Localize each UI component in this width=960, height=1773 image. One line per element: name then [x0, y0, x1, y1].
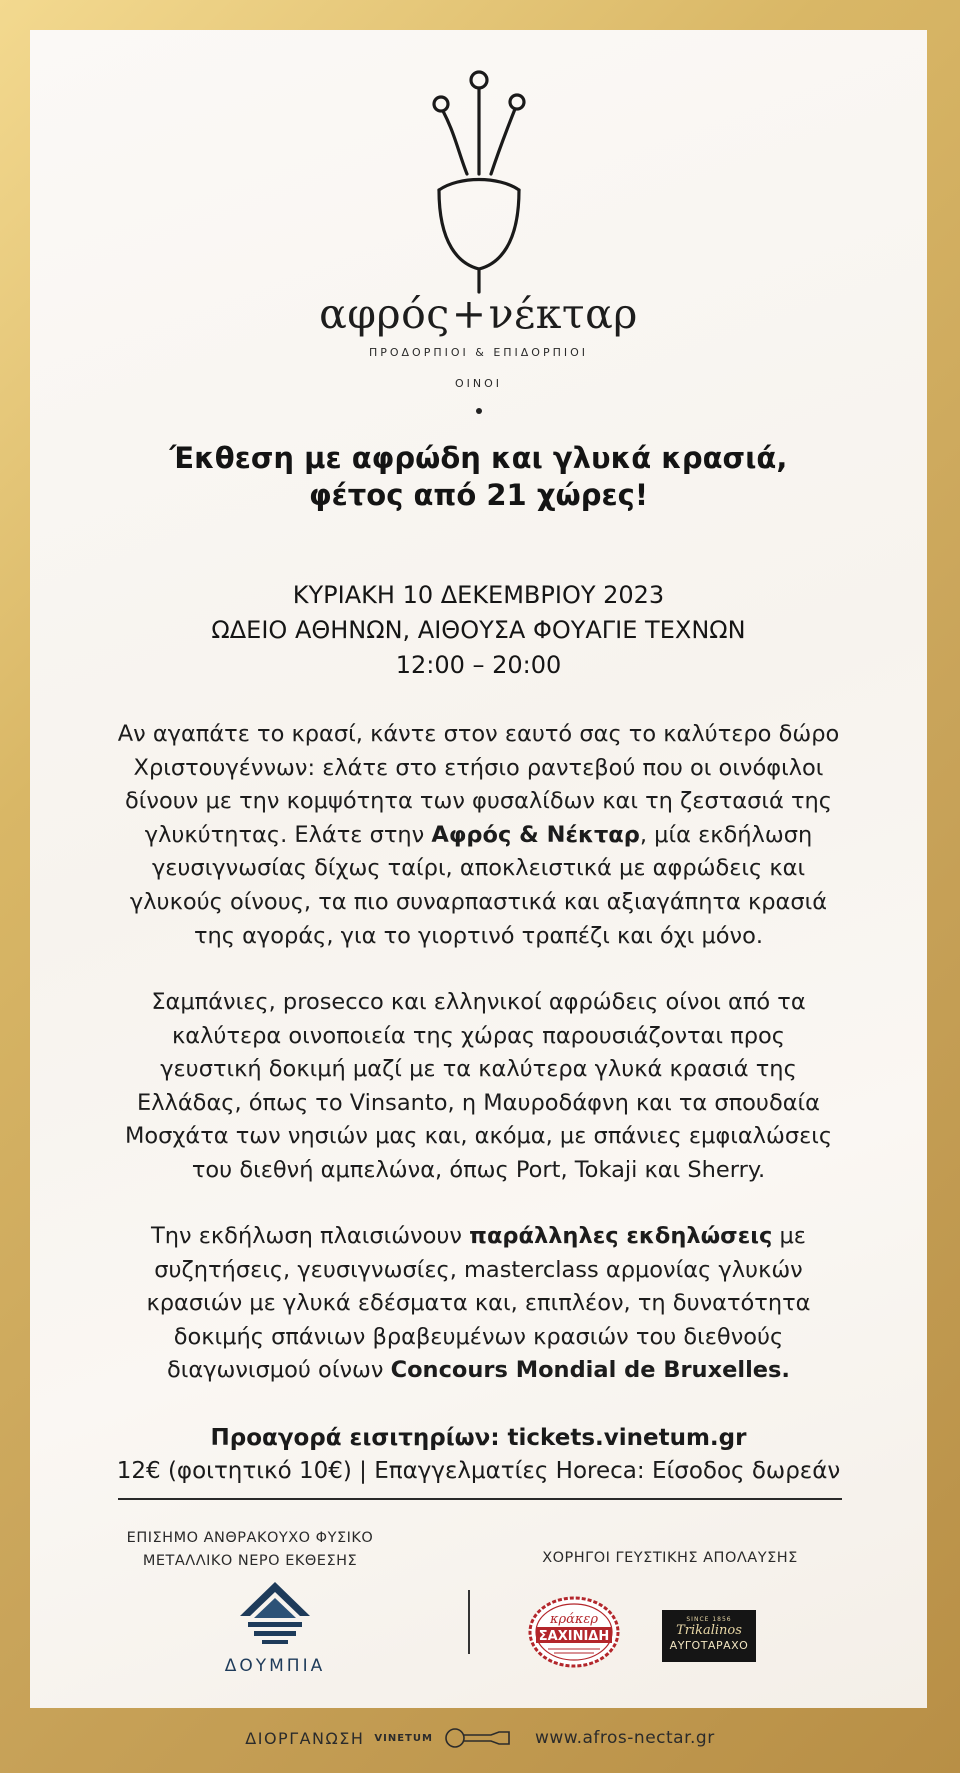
paragraph-wines: Σαμπάνιες, prosecco και ελληνικοί αφρώδεις οίνοι από τα καλύτερα οινοποιεία της χώρας παρουσιάζονται προς γευστική δοκιμή μαζί με τα καλύτερα γλυκά κρασιά της Ελλάδας, όπως το Vinsanto, η Μαυροδάφνη και τα σπουδαία Μοσχάτα των νησιών μας και, ακόμα, με σπάνιες εμφιαλώσεις του διεθνή αμπελώνα, όπως Port, Tokaji και Sherry. [124, 989, 833, 1183]
vinetum-bottle-icon [443, 1727, 513, 1749]
svg-text:κράκερ: κράκερ [549, 1612, 599, 1627]
sponsor-divider [468, 1590, 470, 1654]
event-venue: ΩΔΕΙΟ ΑΘΗΝΩΝ, ΑΙΘΟΥΣΑ ΦΟΥΑΓΙΕ ΤΕΧΝΩΝ [211, 616, 746, 644]
saxinidi-logo [528, 1596, 620, 1672]
wine-glass-logo-icon [419, 64, 539, 294]
website-link[interactable]: www.afros-nectar.gr [534, 1728, 715, 1748]
footer [0, 1722, 960, 1754]
organizer-label: ΔΙΟΡΓΑΝΩΣΗ [245, 1728, 365, 1748]
divider-line [118, 1498, 842, 1500]
event-details [30, 578, 927, 683]
water-sponsor-label: ΕΠΙΣΗΜΟ ΑΝΘΡΑΚΟΥΧΟ ΦΥΣΙΚΟ ΜΕΤΑΛΛΙΚΟ ΝΕΡΟ ΕΚΘΕΣΗΣ [126, 1530, 374, 1569]
doumpia-logo: ΔΟΥΜΠΙΑ [210, 1580, 340, 1676]
event-hours: 12:00 – 20:00 [395, 651, 562, 679]
paragraph-intro: Αν αγαπάτε το κρασί, κάντε στον εαυτό σας το καλύτερο δώρο Χριστουγέννων: ελάτε στο ετήσιο ραντεβού που οι οινόφιλοι δίνουν με την κομψότητα των φυσαλίδων και τη ζεστασιά της γλυκύτητας. Ελάτε στην Αφρός & Νέκταρ, μία εκδήλωση γευσιγνωσίας δίχως ταίρι, αποκλειστικά με αφρώδεις και γλυκούς οίνους, τα πιο συναρπαστικά και αξιαγάπητα κρασιά της αγοράς, για το γιορτινό τραπέζι και όχι μόνο. [117, 721, 840, 949]
brand-name: αφρός+νέκταρ [319, 290, 638, 338]
tickets-prices: 12€ (φοιτητικό 10€) | Επαγγελματίες Horeca: Είσοδος δωρεάν [116, 1458, 841, 1484]
trikalinos-logo: SINCE 1856 Trikalinos ΑΥΓΟΤΑΡΑΧΟ [662, 1610, 756, 1662]
taste-sponsors-label: ΧΟΡΗΓΟΙ ΓΕΥΣΤΙΚΗΣ ΑΠΟΛΑΥΣΗΣ [542, 1550, 798, 1566]
tickets-info [30, 1422, 927, 1488]
event-date: ΚΥΡΙΑΚΗ 10 ΔΕΚΕΜΒΡΙΟΥ 2023 [292, 581, 665, 609]
doumpia-mountain-icon [238, 1580, 312, 1646]
separator-dot [476, 408, 482, 414]
svg-text:ΣΑΧΙΝΙΔΗ: ΣΑΧΙΝΙΔΗ [538, 1629, 610, 1644]
tickets-presale[interactable]: Προαγορά εισιτηρίων: tickets.vinetum.gr [210, 1425, 747, 1451]
brand-tagline-wines: ΟΙΝΟΙ [454, 377, 503, 390]
vinetum-logo: VINETUM [374, 1732, 433, 1744]
paragraph-side-events: Την εκδήλωση πλαισιώνουν παράλληλες εκδηλώσεις με συζητήσεις, γευσιγνωσίες, masterclass αρμονίας γλυκών κρασιών με γλυκά εδέσματα και, επιπλέον, τη δυνατότητα δοκιμής σπάνιων βραβευμένων κρασιών του διεθνούς διαγωνισμού οίνων Concours Mondial de Bruxelles. [146, 1223, 811, 1384]
poster-card [30, 30, 927, 1708]
headline: Έκθεση με αφρώδη και γλυκά κρασιά, φέτος από 21 χώρες! [169, 441, 788, 512]
brand-tagline: ΠΡΟΔΟΡΠΙΟΙ & ΕΠΙΔΟΡΠΙΟΙ [368, 346, 589, 359]
brand-logo [30, 64, 927, 414]
